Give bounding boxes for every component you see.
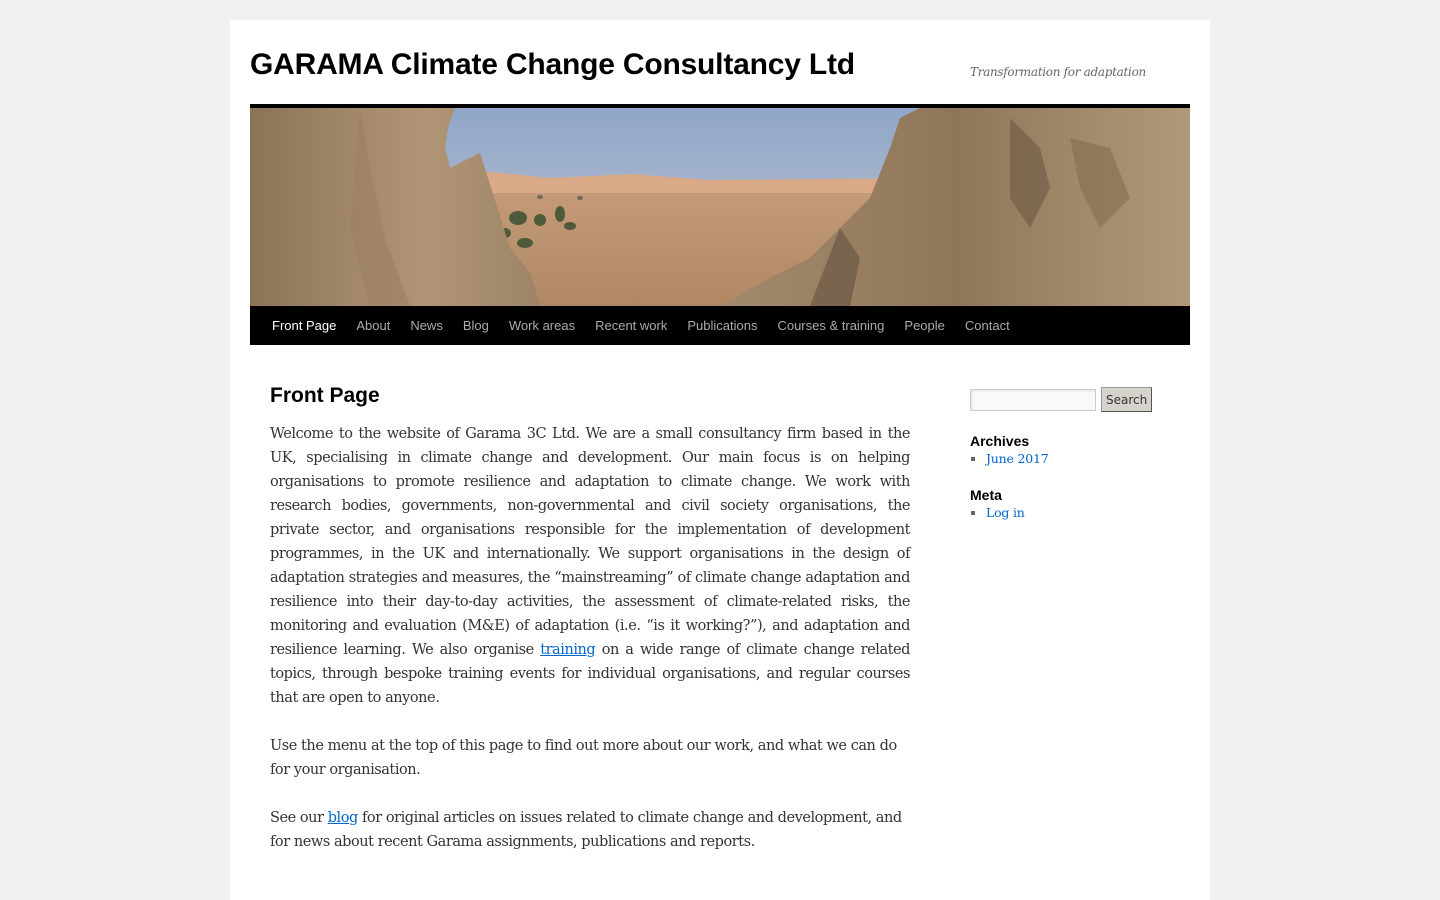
archive-item: [986, 450, 1170, 468]
search-form: [970, 387, 1170, 412]
nav-item-courses-training[interactable]: [767, 306, 894, 346]
training-link[interactable]: training: [540, 642, 596, 658]
menu-paragraph: Use the menu at the top of this page to find out more about our work, and what we can do for your organisation.: [270, 738, 897, 778]
sidebar: [970, 387, 1170, 522]
header-banner-image: [250, 104, 1190, 306]
archives-title: Archives: [970, 433, 1030, 449]
intro-text-end: on a wide range of climate change related topics, through bespoke training events for individual organisations, and regular courses that are open to anyone.: [270, 642, 910, 706]
meta-item: [986, 504, 1170, 522]
site-description: Transformation for adaptation: [970, 65, 1146, 79]
nav-item-about[interactable]: [346, 306, 400, 346]
nav-link-publications[interactable]: Publications: [687, 318, 758, 333]
nav-item-recent-work[interactable]: [585, 306, 677, 346]
nav-item-work-areas[interactable]: [499, 306, 585, 346]
intro-paragraph: [270, 422, 910, 710]
nav-link-news[interactable]: News: [410, 318, 443, 333]
nav-item-blog[interactable]: [453, 306, 499, 346]
login-link[interactable]: Log in: [986, 505, 1025, 520]
archives-widget: [970, 432, 1170, 468]
search-input[interactable]: [970, 389, 1096, 411]
nav-link-work-areas[interactable]: Work areas: [508, 318, 576, 333]
nav-link-contact[interactable]: Contact: [964, 318, 1010, 333]
intro-text-start: Welcome to the website of Garama 3C Ltd. We are a small consultancy firm based in the UK, specialising in climate change and development. Our main focus is on helping organisations to promote resilience and adaptation to climate change. We work with research bodies, governments, non-governmental and civil society organisations, the private sector, and organisations responsible for the implementation of development programmes, in the UK and internationally. We support organisations in the design of adaptation strategies and measures, the “mainstreaming” of climate change adaptation and resilience into their day-to-day activities, the assessment of climate-related risks, the monitoring and evaluation (M&E) of adaptation (i.e. “is it working?”), and adaptation and resilience learning. We also organise: [270, 426, 910, 658]
blog-paragraph: [270, 806, 910, 854]
meta-title: Meta: [970, 487, 1002, 503]
archive-link-june-2017[interactable]: June 2017: [986, 451, 1049, 466]
nav-link-front-page[interactable]: Front Page: [272, 318, 337, 333]
blog-text-start: See our: [270, 810, 328, 826]
search-button[interactable]: Search: [1101, 387, 1152, 412]
meta-widget: [970, 486, 1170, 522]
blog-text-end: for original articles on issues related to climate change and development, and for news about recent Garama assignments, publications and reports.: [270, 810, 902, 850]
nav-link-people[interactable]: People: [904, 318, 945, 333]
site-title[interactable]: GARAMA Climate Change Consultancy Ltd: [250, 48, 855, 81]
nav-item-contact[interactable]: [955, 306, 1020, 346]
nav-item-news[interactable]: [400, 306, 453, 346]
nav-link-recent-work[interactable]: Recent work: [595, 318, 668, 333]
page-title: Front Page: [270, 384, 380, 407]
nav-link-blog[interactable]: Blog: [462, 318, 489, 333]
nav-item-front-page[interactable]: [262, 306, 346, 346]
nav-link-about[interactable]: About: [356, 318, 391, 333]
nav-item-publications[interactable]: [677, 306, 767, 346]
blog-link[interactable]: blog: [327, 810, 358, 826]
main-navigation: [250, 306, 1190, 345]
page-wrapper: [230, 20, 1210, 900]
nav-item-people[interactable]: [894, 306, 954, 346]
nav-link-courses-training[interactable]: Courses & training: [777, 318, 885, 333]
main-content: [270, 382, 910, 878]
